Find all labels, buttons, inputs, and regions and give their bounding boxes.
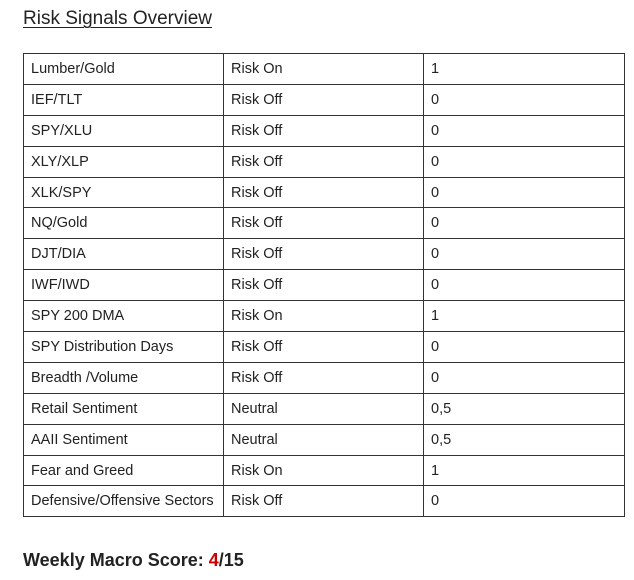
signal-value-cell: 1 [424, 54, 625, 85]
signal-value-cell: 0 [424, 332, 625, 363]
score-separator: / [218, 550, 224, 570]
signal-status-cell: Risk Off [224, 208, 424, 239]
signal-value-cell: 1 [424, 301, 625, 332]
table-row [24, 362, 625, 393]
signal-status-cell: Neutral [224, 424, 424, 455]
signal-name-cell: Fear and Greed [24, 455, 224, 486]
signal-value-cell: 0 [424, 486, 625, 517]
table-row [24, 208, 625, 239]
signal-value-cell: 0,5 [424, 393, 625, 424]
table-row [24, 146, 625, 177]
table-row [24, 177, 625, 208]
signal-name-cell: IEF/TLT [24, 84, 224, 115]
signal-value-cell: 0 [424, 270, 625, 301]
table-row [24, 301, 625, 332]
score-label: Weekly Macro Score: [23, 550, 209, 570]
signal-status-cell: Risk Off [224, 239, 424, 270]
table-row [24, 115, 625, 146]
table-row [24, 239, 625, 270]
table-row [24, 393, 625, 424]
signal-value-cell: 0,5 [424, 424, 625, 455]
signal-status-cell: Risk Off [224, 177, 424, 208]
signal-status-cell: Risk Off [224, 84, 424, 115]
signal-status-cell: Risk Off [224, 332, 424, 363]
signal-status-cell: Risk On [224, 54, 424, 85]
signal-value-cell: 0 [424, 84, 625, 115]
signal-name-cell: SPY/XLU [24, 115, 224, 146]
weekly-macro-score [23, 550, 244, 571]
page-title: Risk Signals Overview [23, 8, 212, 29]
signal-value-cell: 0 [424, 362, 625, 393]
table-row [24, 270, 625, 301]
signal-status-cell: Neutral [224, 393, 424, 424]
signal-name-cell: XLK/SPY [24, 177, 224, 208]
table-row [24, 455, 625, 486]
signal-status-cell: Risk Off [224, 146, 424, 177]
signal-name-cell: Breadth /Volume [24, 362, 224, 393]
table-row [24, 424, 625, 455]
signal-name-cell: IWF/IWD [24, 270, 224, 301]
signal-name-cell: XLY/XLP [24, 146, 224, 177]
signal-name-cell: AAII Sentiment [24, 424, 224, 455]
signal-name-cell: DJT/DIA [24, 239, 224, 270]
signal-name-cell: SPY 200 DMA [24, 301, 224, 332]
signal-status-cell: Risk On [224, 301, 424, 332]
risk-signals-table [23, 53, 625, 517]
table-row [24, 332, 625, 363]
table-row [24, 84, 625, 115]
signal-name-cell: Defensive/Offensive Sectors [24, 486, 224, 517]
signal-value-cell: 0 [424, 239, 625, 270]
signal-name-cell: SPY Distribution Days [24, 332, 224, 363]
score-value: 4 [208, 550, 219, 570]
signal-value-cell: 0 [424, 208, 625, 239]
table-row [24, 54, 625, 85]
signal-name-cell: NQ/Gold [24, 208, 224, 239]
signal-value-cell: 0 [424, 115, 625, 146]
signal-status-cell: Risk Off [224, 115, 424, 146]
signal-status-cell: Risk Off [224, 270, 424, 301]
signal-status-cell: Risk Off [224, 362, 424, 393]
signal-value-cell: 0 [424, 146, 625, 177]
table-row [24, 486, 625, 517]
signal-name-cell: Retail Sentiment [24, 393, 224, 424]
score-total: 15 [223, 550, 244, 570]
signal-status-cell: Risk On [224, 455, 424, 486]
signal-value-cell: 0 [424, 177, 625, 208]
signal-value-cell: 1 [424, 455, 625, 486]
signal-status-cell: Risk Off [224, 486, 424, 517]
signal-name-cell: Lumber/Gold [24, 54, 224, 85]
